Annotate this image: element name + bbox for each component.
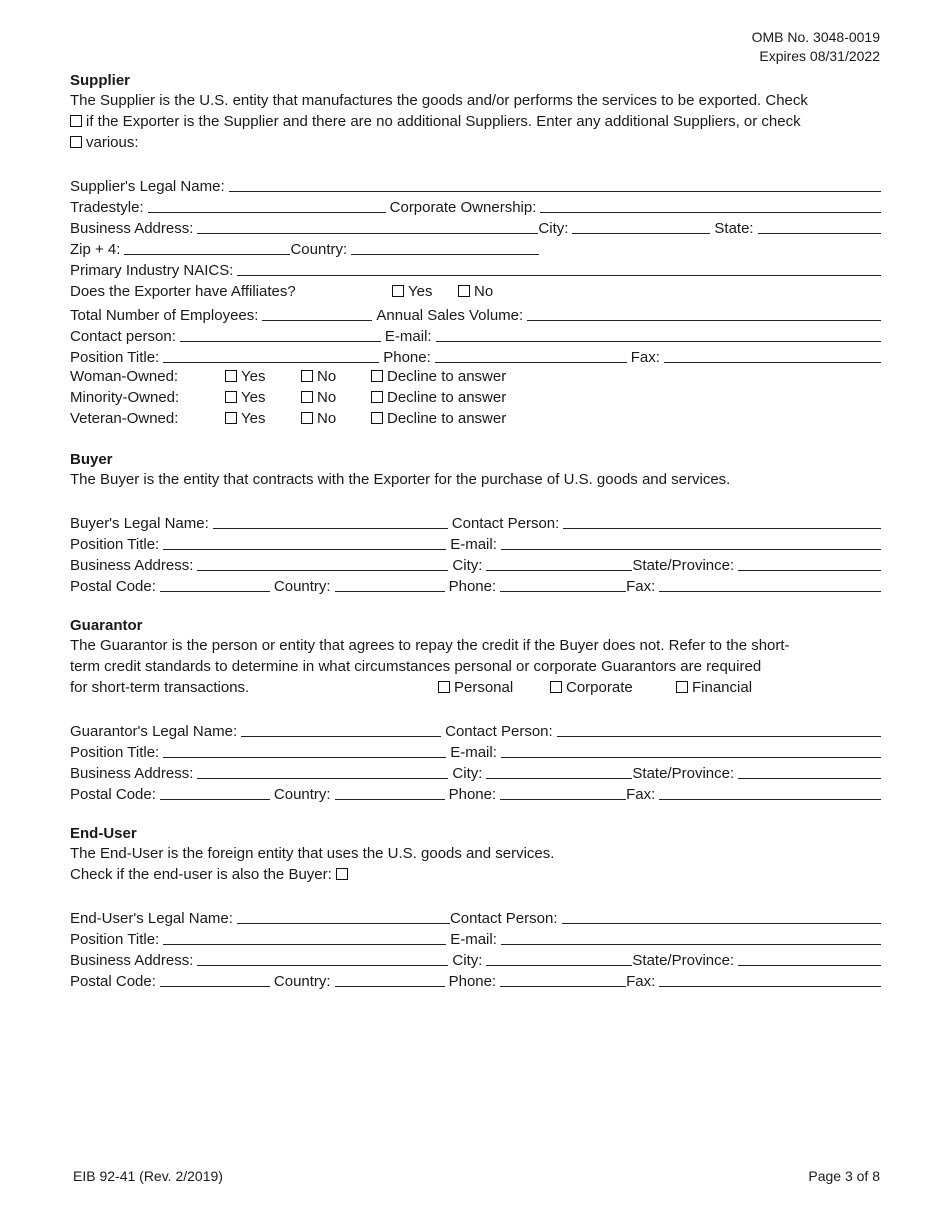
buyer-fax-field[interactable] bbox=[659, 576, 881, 592]
supplier-description: The Supplier is the U.S. entity that manufactures the goods and/or performs the services to be exported. Check if the Exporter is the Supplier and there are no additional Suppliers. Enter any additional Suppliers, or check various: bbox=[70, 92, 808, 151]
end-user-phone-label: Phone: bbox=[448, 973, 497, 990]
guarantor-postal-field[interactable] bbox=[160, 784, 270, 800]
guarantor-phone-field[interactable] bbox=[500, 784, 626, 800]
guarantor-contact-label: Contact Person: bbox=[445, 723, 553, 740]
supplier-contact-field[interactable] bbox=[180, 326, 381, 342]
end-user-postal-label: Postal Code: bbox=[70, 973, 156, 990]
end-user-legal-name-field[interactable] bbox=[237, 908, 450, 924]
buyer-phone-label: Phone: bbox=[448, 578, 497, 595]
guarantor-position-field[interactable] bbox=[163, 742, 446, 758]
guarantor-city-field[interactable] bbox=[486, 763, 632, 779]
end-user-city-label: City: bbox=[452, 952, 483, 969]
guarantor-position-label: Position Title: bbox=[70, 744, 160, 761]
guarantor-fax-field[interactable] bbox=[659, 784, 881, 800]
veteran-owned-yes-checkbox[interactable] bbox=[225, 412, 237, 424]
supplier-legal-name-field[interactable] bbox=[229, 176, 881, 192]
guarantor-corporate-option[interactable]: Corporate bbox=[550, 677, 676, 698]
woman-owned-no-checkbox[interactable] bbox=[301, 370, 313, 382]
zip-label: Zip + 4: bbox=[70, 241, 121, 258]
end-user-fax-field[interactable] bbox=[659, 971, 881, 987]
guarantor-section bbox=[70, 616, 881, 803]
end-user-check-row: Check if the end-user is also the Buyer: bbox=[70, 864, 881, 885]
tradestyle-field[interactable] bbox=[148, 197, 386, 213]
minority-owned-decline-checkbox[interactable] bbox=[371, 391, 383, 403]
omb-expiration: Expires 08/31/2022 bbox=[759, 48, 880, 64]
guarantor-contact-field[interactable] bbox=[557, 721, 881, 737]
veteran-owned-no[interactable]: No bbox=[301, 410, 371, 427]
end-user-state-field[interactable] bbox=[738, 950, 881, 966]
guarantor-financial-checkbox[interactable] bbox=[676, 681, 688, 693]
buyer-business-address-field[interactable] bbox=[197, 555, 448, 571]
buyer-description: The Buyer is the entity that contracts with the Exporter for the purchase of U.S. goods and services. bbox=[70, 471, 731, 488]
supplier-position-label: Position Title: bbox=[70, 349, 160, 366]
veteran-owned-no-checkbox[interactable] bbox=[301, 412, 313, 424]
supplier-country-label: Country: bbox=[290, 241, 348, 258]
supplier-business-address-field[interactable] bbox=[197, 218, 538, 234]
guarantor-business-address-field[interactable] bbox=[197, 763, 448, 779]
sales-volume-label: Annual Sales Volume: bbox=[376, 307, 524, 324]
end-user-legal-name-label: End-User's Legal Name: bbox=[70, 910, 233, 927]
guarantor-corporate-checkbox[interactable] bbox=[550, 681, 562, 693]
end-user-phone-field[interactable] bbox=[500, 971, 626, 987]
buyer-contact-field[interactable] bbox=[563, 513, 881, 529]
end-user-country-field[interactable] bbox=[335, 971, 445, 987]
guarantor-phone-label: Phone: bbox=[448, 786, 497, 803]
guarantor-legal-name-label: Guarantor's Legal Name: bbox=[70, 723, 238, 740]
guarantor-city-label: City: bbox=[452, 765, 483, 782]
supplier-contact-label: Contact person: bbox=[70, 328, 176, 345]
guarantor-email-label: E-mail: bbox=[450, 744, 497, 761]
various-suppliers-checkbox[interactable] bbox=[70, 136, 82, 148]
affiliates-yes-checkbox[interactable] bbox=[392, 285, 404, 297]
buyer-city-field[interactable] bbox=[486, 555, 632, 571]
end-user-contact-field[interactable] bbox=[562, 908, 882, 924]
guarantor-email-field[interactable] bbox=[501, 742, 881, 758]
guarantor-country-field[interactable] bbox=[335, 784, 445, 800]
employees-label: Total Number of Employees: bbox=[70, 307, 259, 324]
guarantor-state-field[interactable] bbox=[738, 763, 881, 779]
minority-owned-decline[interactable]: Decline to answer bbox=[371, 389, 506, 406]
end-user-fax-label: Fax: bbox=[626, 973, 656, 990]
form-page bbox=[70, 71, 881, 990]
supplier-section bbox=[70, 71, 881, 429]
buyer-fax-label: Fax: bbox=[626, 578, 656, 595]
guarantor-personal-option[interactable]: Personal bbox=[438, 677, 550, 698]
buyer-position-label: Position Title: bbox=[70, 536, 160, 553]
supplier-email-field[interactable] bbox=[436, 326, 881, 342]
woman-owned-decline-checkbox[interactable] bbox=[371, 370, 383, 382]
buyer-contact-label: Contact Person: bbox=[451, 515, 560, 532]
guarantor-legal-name-field[interactable] bbox=[241, 721, 441, 737]
end-user-contact-label: Contact Person: bbox=[449, 910, 558, 927]
affiliates-no-option[interactable]: No bbox=[458, 283, 493, 300]
end-user-country-label: Country: bbox=[273, 973, 331, 990]
supplier-phone-field[interactable] bbox=[435, 347, 627, 363]
guarantor-business-address-label: Business Address: bbox=[70, 765, 194, 782]
supplier-state-label: State: bbox=[714, 220, 754, 237]
woman-owned-decline[interactable]: Decline to answer bbox=[371, 368, 506, 385]
end-user-position-field[interactable] bbox=[163, 929, 446, 945]
veteran-owned-decline-checkbox[interactable] bbox=[371, 412, 383, 424]
supplier-fax-label: Fax: bbox=[630, 349, 660, 366]
guarantor-fax-label: Fax: bbox=[626, 786, 656, 803]
form-id: EIB 92-41 (Rev. 2/2019) bbox=[73, 1168, 223, 1184]
buyer-country-label: Country: bbox=[273, 578, 331, 595]
minority-owned-no[interactable]: No bbox=[301, 389, 371, 406]
employees-field[interactable] bbox=[262, 305, 372, 321]
buyer-title: Buyer bbox=[70, 451, 113, 468]
tradestyle-label: Tradestyle: bbox=[70, 199, 144, 216]
veteran-owned-yes[interactable]: Yes bbox=[225, 410, 301, 427]
exporter-is-supplier-checkbox[interactable] bbox=[70, 115, 82, 127]
supplier-city-label: City: bbox=[538, 220, 569, 237]
corporate-ownership-label: Corporate Ownership: bbox=[389, 199, 537, 216]
buyer-position-field[interactable] bbox=[163, 534, 446, 550]
veteran-owned-decline[interactable]: Decline to answer bbox=[371, 410, 506, 427]
buyer-legal-name-field[interactable] bbox=[213, 513, 448, 529]
page-number: Page 3 of 8 bbox=[808, 1168, 880, 1184]
supplier-country-field[interactable] bbox=[351, 239, 539, 255]
guarantor-description: The Guarantor is the person or entity that agrees to repay the credit if the Buyer does not. Refer to the short- term credit standards to determine in what circumstances personal or corporate Guarantors are required for short-term transactions. Personal Corporate Financial bbox=[70, 637, 790, 696]
supplier-business-address-label: Business Address: bbox=[70, 220, 194, 237]
end-user-city-field[interactable] bbox=[486, 950, 632, 966]
end-user-description: The End-User is the foreign entity that uses the U.S. goods and services. bbox=[70, 845, 555, 862]
end-user-is-buyer-checkbox[interactable] bbox=[336, 868, 348, 880]
minority-owned-yes-checkbox[interactable] bbox=[225, 391, 237, 403]
sales-volume-field[interactable] bbox=[527, 305, 881, 321]
buyer-postal-label: Postal Code: bbox=[70, 578, 156, 595]
end-user-postal-field[interactable] bbox=[160, 971, 270, 987]
guarantor-title: Guarantor bbox=[70, 617, 143, 634]
guarantor-state-label: State/Province: bbox=[632, 765, 735, 782]
guarantor-financial-option[interactable]: Financial bbox=[676, 677, 752, 698]
end-user-position-label: Position Title: bbox=[70, 931, 160, 948]
veteran-owned-label: Veteran-Owned: bbox=[70, 410, 179, 427]
end-user-business-address-field[interactable] bbox=[197, 950, 448, 966]
end-user-email-label: E-mail: bbox=[450, 931, 497, 948]
supplier-legal-name-label: Supplier's Legal Name: bbox=[70, 178, 225, 195]
supplier-city-field[interactable] bbox=[572, 218, 710, 234]
guarantor-personal-checkbox[interactable] bbox=[438, 681, 450, 693]
affiliates-no-checkbox[interactable] bbox=[458, 285, 470, 297]
omb-info bbox=[752, 28, 880, 66]
zip-field[interactable] bbox=[124, 239, 290, 255]
buyer-postal-field[interactable] bbox=[160, 576, 270, 592]
buyer-phone-field[interactable] bbox=[500, 576, 626, 592]
buyer-legal-name-label: Buyer's Legal Name: bbox=[70, 515, 209, 532]
minority-owned-yes[interactable]: Yes bbox=[225, 389, 301, 406]
buyer-state-field[interactable] bbox=[738, 555, 881, 571]
end-user-email-field[interactable] bbox=[501, 929, 881, 945]
supplier-title: Supplier bbox=[70, 72, 131, 89]
guarantor-postal-label: Postal Code: bbox=[70, 786, 156, 803]
affiliates-yes-option[interactable]: Yes bbox=[392, 283, 458, 300]
buyer-country-field[interactable] bbox=[335, 576, 445, 592]
corporate-ownership-field[interactable] bbox=[540, 197, 881, 213]
end-user-business-address-label: Business Address: bbox=[70, 952, 194, 969]
supplier-email-label: E-mail: bbox=[384, 328, 432, 345]
supplier-state-field[interactable] bbox=[758, 218, 881, 234]
naics-label: Primary Industry NAICS: bbox=[70, 262, 234, 279]
supplier-phone-label: Phone: bbox=[383, 349, 431, 366]
end-user-state-label: State/Province: bbox=[632, 952, 735, 969]
woman-owned-yes[interactable]: Yes bbox=[225, 368, 301, 385]
woman-owned-label: Woman-Owned: bbox=[70, 368, 179, 385]
woman-owned-yes-checkbox[interactable] bbox=[225, 370, 237, 382]
minority-owned-no-checkbox[interactable] bbox=[301, 391, 313, 403]
supplier-position-field[interactable] bbox=[163, 347, 379, 363]
supplier-fax-field[interactable] bbox=[664, 347, 881, 363]
naics-field[interactable] bbox=[237, 260, 881, 276]
minority-owned-label: Minority-Owned: bbox=[70, 389, 180, 406]
affiliates-question: Does the Exporter have Affiliates? bbox=[70, 282, 296, 300]
buyer-city-label: City: bbox=[452, 557, 483, 574]
buyer-email-label: E-mail: bbox=[450, 536, 497, 553]
buyer-email-field[interactable] bbox=[501, 534, 881, 550]
end-user-section bbox=[70, 824, 881, 990]
omb-number: OMB No. 3048-0019 bbox=[751, 29, 880, 45]
end-user-title: End-User bbox=[70, 825, 137, 842]
buyer-business-address-label: Business Address: bbox=[70, 557, 194, 574]
guarantor-country-label: Country: bbox=[273, 786, 331, 803]
buyer-section bbox=[70, 450, 881, 595]
woman-owned-no[interactable]: No bbox=[301, 368, 371, 385]
buyer-state-label: State/Province: bbox=[632, 557, 735, 574]
